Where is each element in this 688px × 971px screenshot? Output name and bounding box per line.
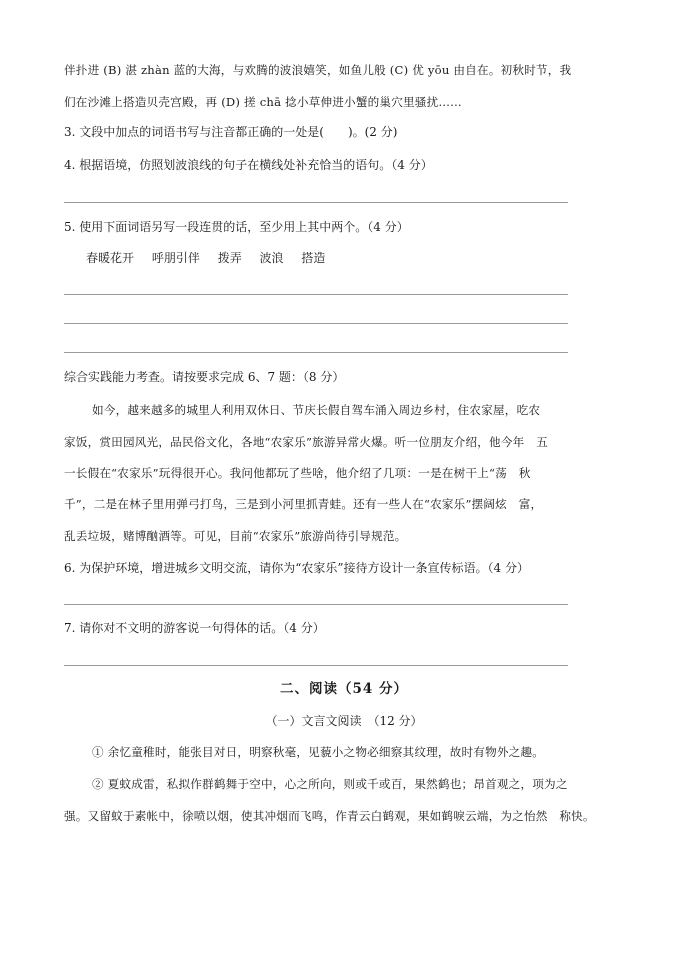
answer-line-q4[interactable]	[64, 202, 568, 203]
classical-paragraph-2: ② 夏蚊成雷，私拟作群鹤舞于空中，心之所向，则或千或百，果然鹤也；昂首观之，项为之	[92, 777, 568, 791]
answer-line-q5-2[interactable]	[64, 323, 568, 324]
answer-line-q5-1[interactable]	[64, 294, 568, 295]
answer-line-q5-3[interactable]	[64, 352, 568, 353]
practice-passage-line: 如今，越来越多的城里人利用双休日、节庆长假自驾车涌入周边乡村，住农家屋，吃农	[92, 403, 541, 417]
answer-line-q6[interactable]	[64, 604, 568, 605]
word-item: 波浪	[259, 251, 284, 265]
word-item: 拨弄	[217, 251, 242, 265]
passage-line-2: 们在沙滩上搭造贝壳宫殿，再 (D) 搓 chā 捻小草伸进小蟹的巢穴里骚扰……	[64, 95, 462, 109]
question-3: 3. 文段中加点的词语书写与注音都正确的一处是( )。(2 分)	[64, 125, 398, 139]
answer-line-q7[interactable]	[64, 665, 568, 666]
classical-paragraph-2-cont: 强。又留蚊于素帐中，徐喷以烟，使其冲烟而飞鸣，作青云白鹤观，果如鹤唳云端，为之怡然 称快。	[64, 809, 595, 823]
practice-passage-line: 家饭，赏田园风光，品民俗文化，各地“农家乐”旅游异常火爆。听一位朋友介绍，他今年 五	[64, 435, 549, 449]
section-title: 二、阅读（54 分）	[280, 681, 408, 697]
word-item: 春暖花开	[86, 251, 135, 265]
word-item: 呼朋引伴	[151, 251, 200, 265]
practice-passage-line: 乱丢垃圾，赌博酗酒等。可见，目前“农家乐”旅游尚待引导规范。	[64, 529, 407, 543]
question-7: 7. 请你对不文明的游客说一句得体的话。（4 分）	[64, 621, 325, 635]
practice-intro: 综合实践能力考查。请按要求完成 6、7 题：（8 分）	[64, 370, 345, 384]
passage-line-1: 伴扑进 (B) 湛 zhàn 蓝的大海，与欢腾的波浪嬉笑，如鱼儿般 (C) 优 yōu 由自在。初秋时节，我	[64, 63, 572, 77]
question-5: 5. 使用下面词语另写一段连贯的话，至少用上其中两个。（4 分）	[64, 220, 409, 234]
word-list	[86, 250, 656, 266]
section-subtitle: （一）文言文阅读 （12 分）	[265, 714, 423, 728]
word-item: 搭造	[301, 251, 326, 265]
practice-passage-line: 一长假在“农家乐”玩得很开心。我问他都玩了些啥，他介绍了几项：一是在树干上“荡 秋	[64, 466, 531, 480]
classical-paragraph-1: ① 余忆童稚时，能张目对日，明察秋毫，见藐小之物必细察其纹理，故时有物外之趣。	[92, 745, 545, 759]
question-6: 6. 为保护环境，增进城乡文明交流，请你为“农家乐”接待方设计一条宣传标语。（4 分）	[64, 561, 529, 575]
practice-passage-line: 千”，二是在林子里用弹弓打鸟，三是到小河里抓青蛙。还有一些人在“农家乐”摆阔炫 富，	[64, 497, 543, 511]
question-4: 4. 根据语境，仿照划波浪线的句子在横线处补充恰当的语句。（4 分）	[64, 158, 433, 172]
